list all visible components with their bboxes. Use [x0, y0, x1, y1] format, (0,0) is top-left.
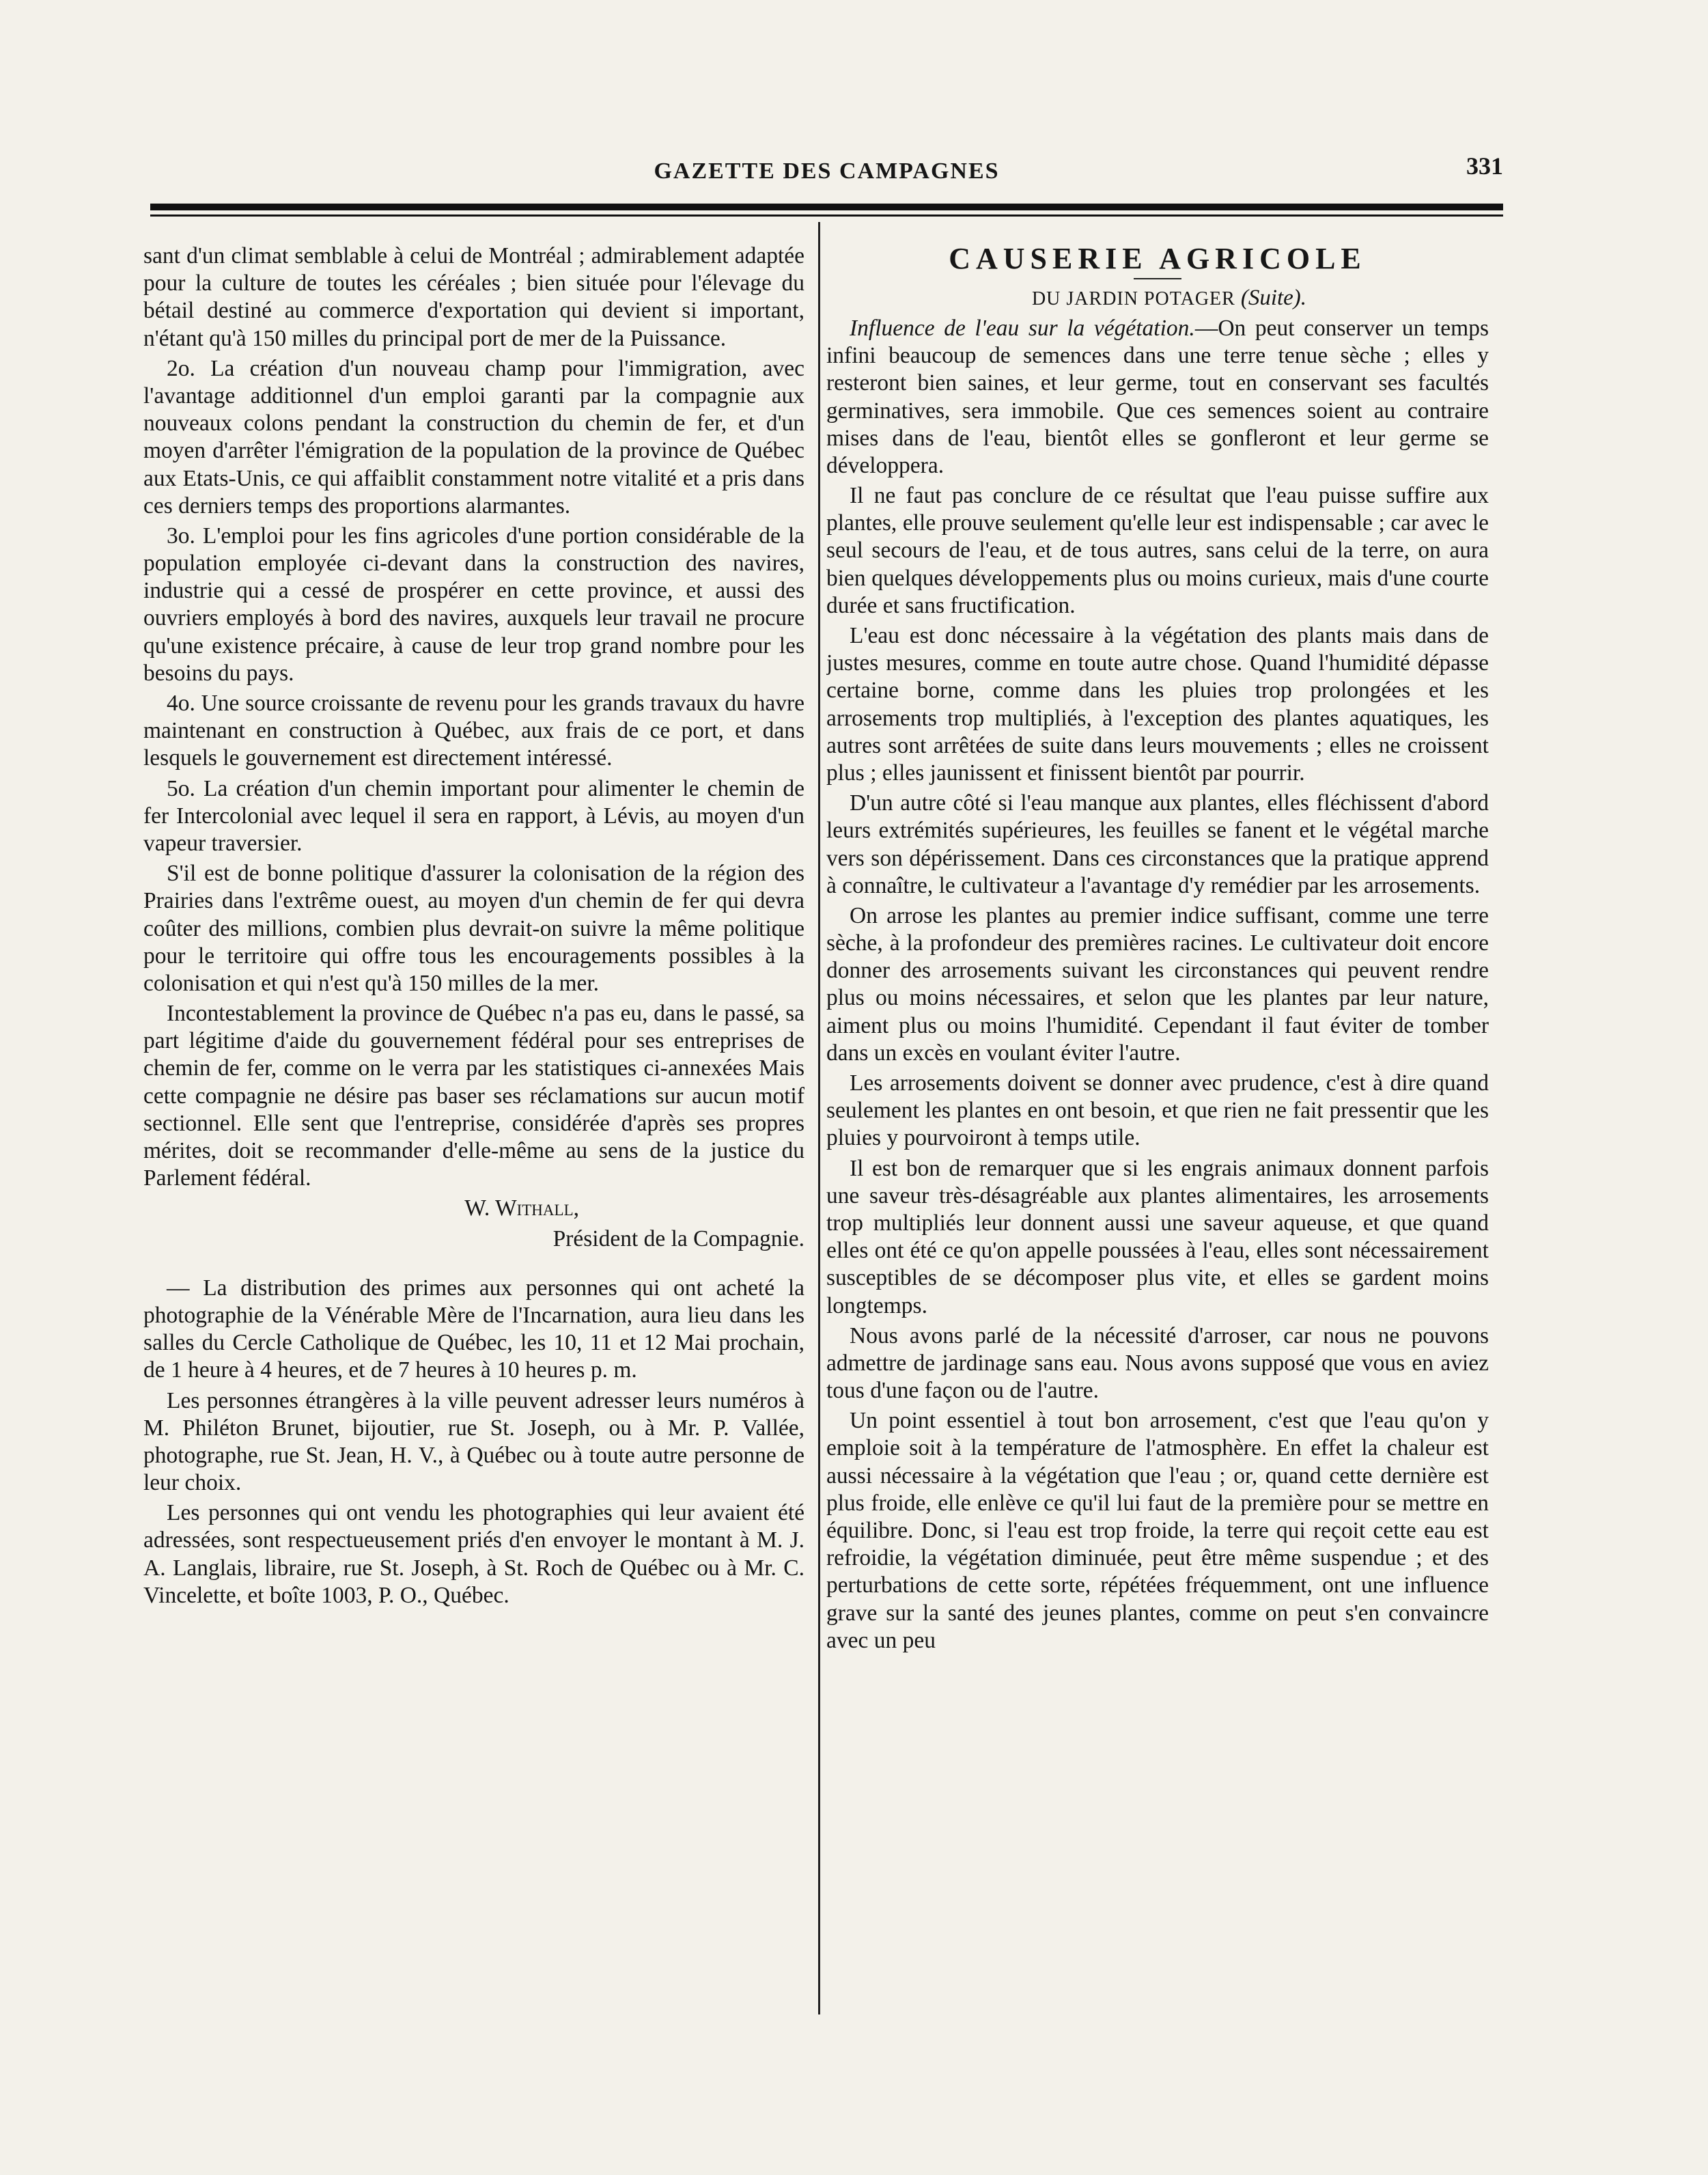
header-rule-thin	[150, 214, 1503, 217]
paragraph-body: —On peut conserver un temps infini beaucoup de semences dans une terre tenue sèche ; elles y resteront bien saines, et leur germe, tout en conservant ses facultés germinatives, sera immobile. Que ces semences soient au contraire mises dans de l'eau, bientôt elles se gonfleront et leur germe se développera.	[826, 315, 1489, 478]
paragraph: Les arrosements doivent se donner avec prudence, c'est à dire quand seulement les plantes en ont besoin, et que rien ne fait pressentir que les pluies y pourvoiront à temps utile.	[826, 1070, 1489, 1151]
section-subtitle	[826, 285, 1489, 312]
title-rule	[1134, 278, 1181, 279]
page-number: 331	[1466, 152, 1503, 180]
paragraph: Il est bon de remarquer que si les engrais animaux donnent parfois une saveur très-désagréable aux plantes alimentaires, les arrosements trop multipliés leur donnent aussi une saveur aqueuse, et que quand elles ont été ce qu'on appelle poussées à l'eau, elles sont nécessairement susceptibles de se décomposer plus vite, et elles se gardent moins longtemps.	[826, 1155, 1489, 1318]
paragraph: Incontestablement la province de Québec n'a pas eu, dans le passé, sa part légitime d'aide du gouvernement fédéral pour ses entreprises de chemin de fer, comme on le verra par les statistiques ci-annexées Mais cette compagnie ne désire pas baser ses réclamations sur aucun motif sectionnel. Elle sent que l'entreprise, considérée d'après ses propres mérites, doit se recommander d'elle-même au sens de la justice du Parlement fédéral.	[143, 1001, 804, 1191]
paragraph: Il ne faut pas conclure de ce résultat que l'eau puisse suffire aux plantes, elle prouve seulement qu'elle leur est indispensable ; car avec le seul secours de l'eau, et de tous autres, sans celui de la terre, on aura bien quelques développements plus ou moins curieux, mais d'une courte durée et sans fructification.	[826, 483, 1489, 618]
column-divider	[818, 222, 820, 2014]
paragraph: sant d'un climat semblable à celui de Montréal ; admirablement adaptée pour la culture de toutes les céréales ; bien située pour l'élevage du bétail destiné au commerce d'exportation qui devient si important, n'étant qu'à 150 milles du principal port de mer de la Puissance.	[143, 243, 804, 351]
paragraph: Les personnes qui ont vendu les photographies qui leur avaient été adressées, sont respectueusement priés d'en envoyer le montant à M. J. A. Langlais, libraire, rue St. Joseph, à St. Roch de Québec ou à Mr. C. Vincelette, et boîte 1003, P. O., Québec.	[143, 1500, 804, 1608]
section-title: CAUSERIE AGRICOLE	[949, 243, 1367, 275]
paragraph: L'eau est donc nécessaire à la végétation des plants mais dans de justes mesures, comme en toute autre chose. Quand l'humidité dépasse certaine borne, comme dans les pluies trop prolongées et les arrosements trop multipliés, à l'exception des plantes aquatiques, les autres sont arrêtées de suite dans leurs mouvements ; elles ne croissent plus ; elles jaunissent et finissent bientôt par pourrir.	[826, 623, 1489, 786]
paragraph: 2o. La création d'un nouveau champ pour l'immigration, avec l'avantage additionnel d'un emploi garanti par la compagnie aux nouveaux colons pendant la construction du chemin de fer, et d'un moyen d'arrêter l'émigration de la population de la province de Québec aux Etats-Unis, ce qui affaiblit constamment notre vitalité et a pris dans ces derniers temps des proportions alarmantes.	[143, 355, 804, 518]
paragraph: 3o. L'emploi pour les fins agricoles d'une portion considérable de la population employée ci-devant dans la construction des navires, industrie qui a cessé de prospérer en cette province, et aussi des ouvriers employés à bord des navires, auxquels leur travail ne procure qu'une existence précaire, à cause de leur trop grand nombre pour les besoins du pays.	[143, 523, 804, 686]
paragraph-lead: Influence de l'eau sur la végétation.	[850, 315, 1195, 341]
paragraph: S'il est de bonne politique d'assurer la colonisation de la région des Prairies dans l'extrême ouest, au moyen d'un chemin de fer qui devra coûter des millions, combien plus devrait-on suivre la même politique pour le territoire qui offre tous les encouragements possibles à la colonisation et qui n'est qu'à 150 milles de la mer.	[143, 861, 804, 996]
paragraph: Les personnes étrangères à la ville peuvent adresser leurs numéros à M. Philéton Brunet, bijoutier, rue St. Joseph, ou à Mr. P. Vallée, photographe, rue St. Jean, H. V., à Québec ou à toute autre personne de leur choix.	[143, 1387, 804, 1496]
paragraph: Un point essentiel à tout bon arrosement, c'est que l'eau qu'on y emploie soit à la température de l'atmosphère. En effet la chaleur est aussi nécessaire à la végétation que l'eau ; or, quand cette dernière est plus froide, elle enlève ce qu'il lui faut de la première pour se mettre en équilibre. Donc, si l'eau est trop froide, la terre qui reçoit cette eau est refroidie, la végétation diminuée, peut être même suspendue ; et des perturbations de cette sorte, répétées fréquemment, ont une influence grave sur la santé des jeunes plantes, comme on peut s'en convaincre avec un peu	[826, 1408, 1489, 1653]
paragraph	[826, 315, 1489, 480]
paragraph: On arrose les plantes au premier indice suffisant, comme une terre sèche, à la profondeur des premières racines. Le cultivateur doit encore donner des arrosements suivant les circonstances qui peuvent rendre plus ou moins nécessaires, et selon que les plantes par leur nature, aiment plus ou moins l'humidité. Cependant il faut éviter de tomber dans un excès en voulant éviter l'autre.	[826, 902, 1489, 1066]
signature-title: Président de la Compagnie.	[552, 1225, 804, 1251]
right-column	[826, 243, 1489, 2052]
header-rule-thick	[150, 204, 1503, 210]
signature-name: W. Withall,	[464, 1195, 579, 1221]
paragraph: D'un autre côté si l'eau manque aux plantes, elles fléchissent d'abord leurs extrémités supérieures, les feuilles se fanent et le végétal marche vers son dépérissement. Dans ces circonstances que la pratique apprend à connaître, le cultivateur a l'avantage d'y remédier par les arrosements.	[826, 790, 1489, 898]
paragraph: 4o. Une source croissante de revenu pour les grands travaux du havre maintenant en construction à Québec, aux frais de ce port, et dans lesquels le gouvernement est directement intéressé.	[143, 691, 804, 771]
page-title: GAZETTE DES CAMPAGNES	[654, 158, 1000, 184]
subtitle-text: DU JARDIN POTAGER	[1031, 288, 1235, 310]
left-column	[143, 243, 804, 2052]
paragraph: 5o. La création d'un chemin important pour alimenter le chemin de fer Intercolonial avec lequel il sera en rapport, à Lévis, au moyen d'un vapeur traversier.	[143, 775, 804, 856]
subtitle-suite: (Suite).	[1240, 286, 1307, 311]
paragraph: — La distribution des primes aux personnes qui ont acheté la photographie de la Vénérable Mère de l'Incarnation, aura lieu dans les salles du Cercle Catholique de Québec, les 10, 11 et 12 Mai prochain, de 1 heure à 4 heures, et de 7 heures à 10 heures p. m.	[143, 1275, 804, 1383]
page-header	[150, 137, 1503, 184]
paragraph: Nous avons parlé de la nécessité d'arroser, car nous ne pouvons admettre de jardinage sans eau. Nous avons supposé que vous en aviez tous d'une façon ou de l'autre.	[826, 1322, 1489, 1404]
